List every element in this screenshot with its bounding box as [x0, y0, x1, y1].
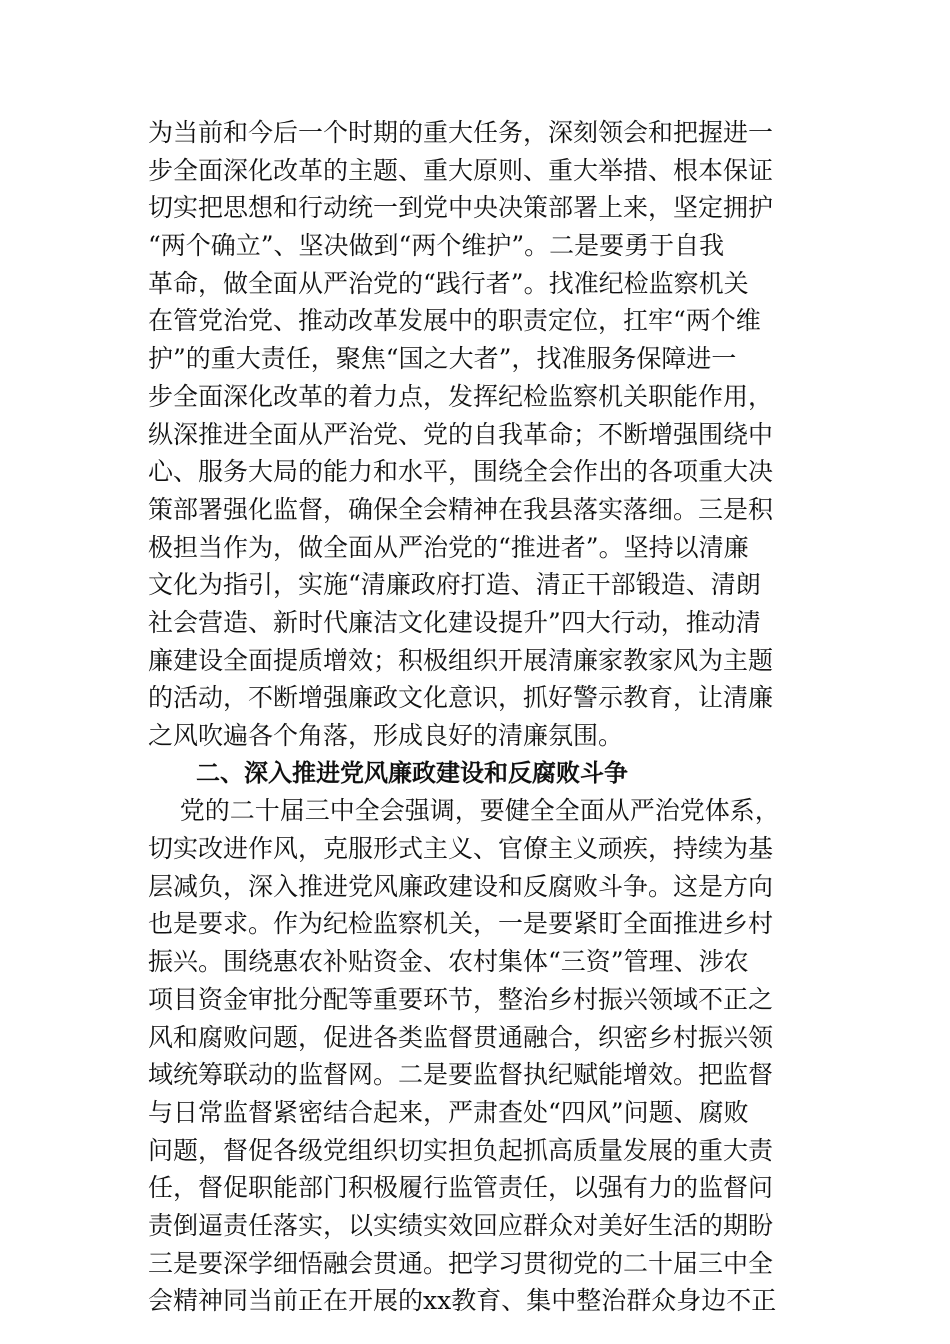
section-heading: 二、深入推进党风廉政建设和反腐败斗争 [196, 758, 628, 787]
text-line: 责倒逼责任落实，以实绩实效回应群众对美好生活的期盼 [148, 1210, 774, 1240]
text-line: 之风吹遍各个角落，形成良好的清廉氛围。 [148, 721, 624, 750]
text-line: “两个确立”、坚决做到“两个维护”。二是要勇于自我 [148, 231, 725, 261]
text-line: 切实改进作风，克服形式主义、官僚主义顽疾，持续为基 [148, 834, 774, 864]
body-text [148, 114, 828, 1320]
text-line: 问题，督促各级党组织切实担负起抓高质量发展的重大责 [148, 1135, 774, 1165]
text-line: 在管党治党、推动改革发展中的职责定位，扛牢“两个维 [148, 306, 761, 336]
text-line: 的活动，不断增强廉政文化意识，抓好警示教育，让清廉 [148, 683, 774, 713]
text-line: 文化为指引，实施“清廉政府打造、清正干部锻造、清朗 [148, 570, 761, 600]
text-line: 廉建设全面提质增效；积极组织开展清廉家教家风为主题 [148, 645, 774, 675]
text-line: 纵深推进全面从严治党、党的自我革命；不断增强围绕中 [148, 419, 774, 449]
text-line: 党的二十届三中全会强调，要健全全面从严治党体系， [148, 796, 780, 826]
text-line: 步全面深化改革的主题、重大原则、重大举措、根本保证 [148, 155, 774, 185]
text-line: 革命，做全面从严治党的“践行者”。找准纪检监察机关 [148, 268, 749, 298]
text-line: 与日常监督紧密结合起来，严肃查处“四风”问题、腐败 [148, 1097, 749, 1127]
text-line: 极担当作为，做全面从严治党的“推进者”。坚持以清廉 [148, 532, 749, 562]
text-line: 策部署强化监督，确保全会精神在我县落实落细。三是积 [148, 494, 774, 524]
text-line: 项目资金审批分配等重要环节，整治乡村振兴领域不正之 [148, 984, 774, 1014]
text-line: 振兴。围绕惠农补贴资金、农村集体“三资”管理、涉农 [148, 947, 749, 977]
text-line: 心、服务大局的能力和水平，围绕全会作出的各项重大决 [148, 457, 774, 487]
text-line: 切实把思想和行动统一到党中央决策部署上来，坚定拥护 [148, 193, 774, 223]
text-line: 风和腐败问题，促进各类监督贯通融合，织密乡村振兴领 [148, 1022, 774, 1052]
text-line: 步全面深化改革的着力点，发挥纪检监察机关职能作用， [148, 381, 774, 411]
text-line: 域统筹联动的监督网。二是要监督执纪赋能增效。把监督 [148, 1060, 774, 1090]
text-line: 三是要深学细悟融会贯通。把学习贯彻党的二十届三中全 [148, 1248, 774, 1278]
text-line: 会精神同当前正在开展的xx教育、集中整治群众身边不正 [148, 1286, 777, 1316]
text-line: 层减负，深入推进党风廉政建设和反腐败斗争。这是方向 [148, 871, 774, 901]
text-line: 为当前和今后一个时期的重大任务，深刻领会和把握进一 [148, 118, 774, 147]
text-line: 也是要求。作为纪检监察机关，一是要紧盯全面推进乡村 [148, 909, 774, 939]
text-line: 任，督促职能部门积极履行监管责任，以强有力的监督问 [148, 1173, 774, 1203]
text-line: 护”的重大责任，聚焦“国之大者”，找准服务保障进一 [148, 344, 737, 374]
text-line: 社会营造、新时代廉洁文化建设提升”四大行动，推动清 [148, 607, 761, 637]
